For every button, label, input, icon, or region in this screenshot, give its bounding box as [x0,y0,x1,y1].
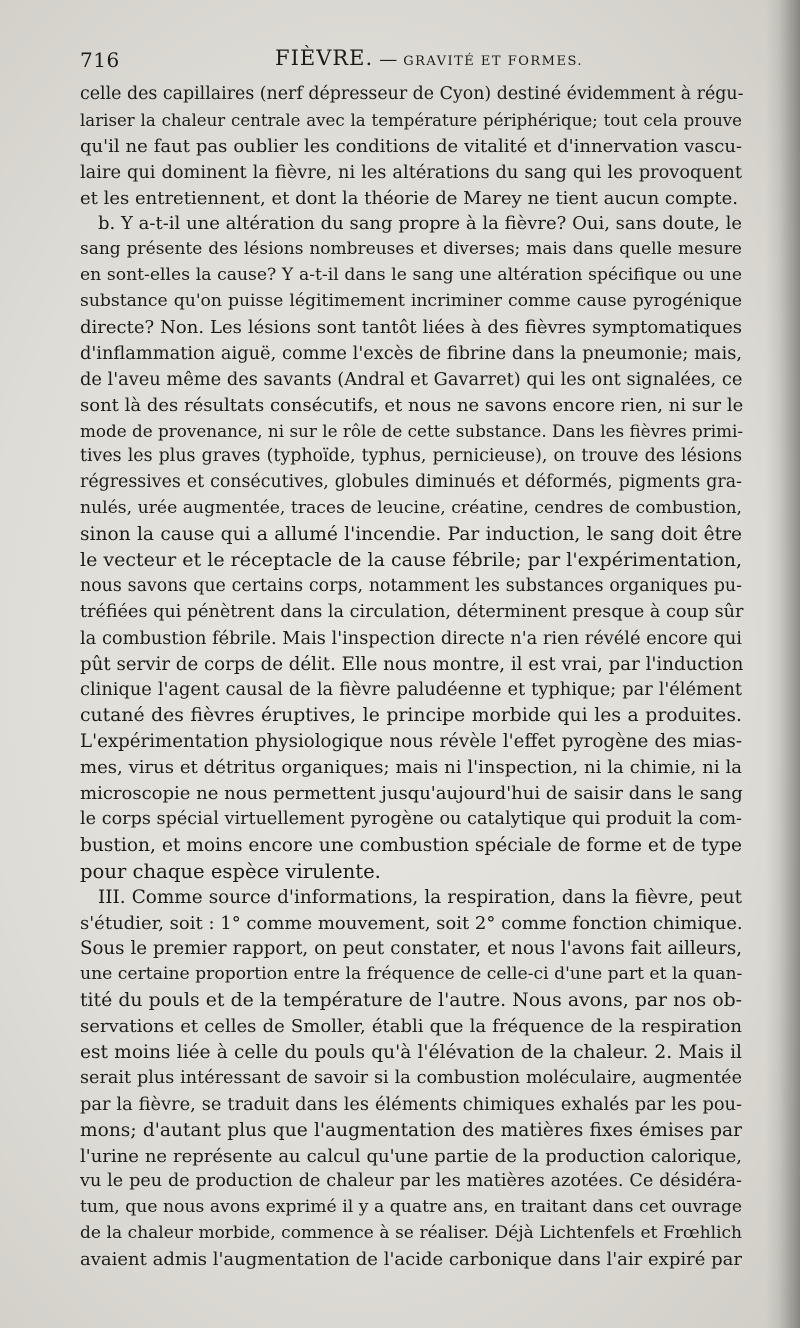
text-line: tréfiées qui pénètrent dans la circulation, déterminent presque à coup sûr [80,601,744,622]
text-line: clinique l'agent causal de la fièvre paludéenne et typhique; par l'élément [80,679,742,701]
text-line: de la chaleur morbide, commence à se réaliser. Déjà Lichtenfels et Frœhlich [80,1223,742,1244]
text-line: laire qui dominent la fièvre, ni les altérations du sang qui les provoquent [80,161,742,183]
running-header [80,44,740,78]
text-line: bustion, et moins encore une combustion spéciale de forme et de type [80,834,742,856]
text-line: lariser la chaleur centrale avec la température périphérique; tout cela prouve [80,110,742,130]
text-line: pour chaque espèce virulente. [80,859,381,883]
text-line: qu'il ne faut pas oublier les conditions de vitalité et d'innervation vascu- [80,135,742,157]
text-line: de l'aveu même des savants (Andral et Gavarret) qui les ont signalées, ce [80,368,743,390]
text-line: directe? Non. Les lésions sont tantôt liées à des fièvres symptomatiques [80,317,742,339]
running-title-subtitle: GRAVITÉ ET FORMES. [403,54,584,69]
text-line: tives les plus graves (typhoïde, typhus, pernicieuse), on trouve des lésions [80,446,742,467]
text-line: le corps spécial virtuellement pyrogène ou catalytique qui produit la com- [80,808,742,829]
text-line: b. Y a-t-il une altération du sang propre à la fièvre? Oui, sans doute, le [98,213,742,235]
text-line: sinon la cause qui a allumé l'incendie. Par induction, le sang doit être [80,524,742,546]
text-line: mes, virus et détritus organiques; mais ni l'inspection, ni la chimie, ni la [80,757,742,779]
text-line: avaient admis l'augmentation de l'acide carbonique dans l'air expiré par [80,1249,742,1271]
text-line: par la fièvre, se traduit dans les éléments chimiques exhalés par les pou- [80,1093,742,1115]
text-line: vu le peu de production de chaleur par les matières azotées. Ce désidéra- [80,1171,742,1192]
running-title-dash: — [379,49,398,70]
text-line: serait plus intéressant de savoir si la combustion moléculaire, augmentée [80,1067,742,1088]
running-title-main: FIÈVRE. [275,46,374,70]
text-line: pût servir de corps de délit. Elle nous montre, il est vrai, par l'induction [80,653,744,675]
text-line: et les entretiennent, et dont la théorie de Marey ne tient aucun compte. [80,187,739,209]
text-line: est moins liée à celle du pouls qu'à l'élévation de la chaleur. 2. Mais il [80,1041,742,1063]
text-line: le vecteur et le réceptacle de la cause fébrile; par l'expérimentation, [80,549,742,572]
text-line: nous savons que certains corps, notamment les substances organiques pu- [80,575,742,596]
running-title [275,46,583,70]
text-line: l'urine ne représente au calcul qu'une partie de la production calorique, [80,1145,742,1167]
text-line: régressives et consécutives, globules diminués et déformés, pigments gra- [80,472,742,493]
text-line: mons; d'autant plus que l'augmentation des matières fixes émises par [80,1119,742,1141]
body-text [80,82,742,1273]
text-line: tum, que nous avons exprimé il y a quatre ans, en traitant dans cet ouvrage [80,1197,742,1218]
text-line: en sont-elles la cause? Y a-t-il dans le sang une altération spécifique ou une [80,265,742,286]
page-edge-shadow [766,0,800,1328]
page-number: 716 [80,48,120,72]
text-line: d'inflammation aiguë, comme l'excès de fibrine dans la pneumonie; mais, [80,342,742,364]
text-line: celle des capillaires (nerf dépresseur de Cyon) destiné évidemment à régu- [80,84,744,104]
text-line: Sous le premier rapport, on peut constater, et nous l'avons fait ailleurs, [80,938,742,960]
text-line: servations et celles de Smoller, établi que la fréquence de la respiration [80,1016,742,1038]
text-line: sont là des résultats consécutifs, et nous ne savons encore rien, ni sur le [80,394,744,416]
text-line: nulés, urée augmentée, traces de leucine, créatine, cendres de combustion, [80,498,742,519]
text-line: microscopie ne nous permettent jusqu'aujourd'hui de saisir dans le sang [80,783,743,805]
text-line: la combustion fébrile. Mais l'inspection directe n'a rien révélé encore qui [80,627,742,649]
text-line: tité du pouls et de la température de l'autre. Nous avons, par nos ob- [80,990,742,1012]
text-line: substance qu'on puisse légitimement incriminer comme cause pyrogénique [80,291,742,312]
text-line: III. Comme source d'informations, la respiration, dans la fièvre, peut [98,886,742,908]
text-line: s'étudier, soit : 1° comme mouvement, soit 2° comme fonction chimique. [80,912,743,934]
text-line: une certaine proportion entre la fréquence de celle-ci d'une part et la quan- [80,964,743,985]
text-line: sang présente des lésions nombreuses et diverses; mais dans quelle mesure [80,239,742,260]
text-line: mode de provenance, ni sur le rôle de cette substance. Dans les fièvres primi- [80,420,744,441]
text-line: L'expérimentation physiologique nous révèle l'effet pyrogène des mias- [80,731,742,753]
text-line: cutané des fièvres éruptives, le principe morbide qui les a produites. [80,705,742,727]
